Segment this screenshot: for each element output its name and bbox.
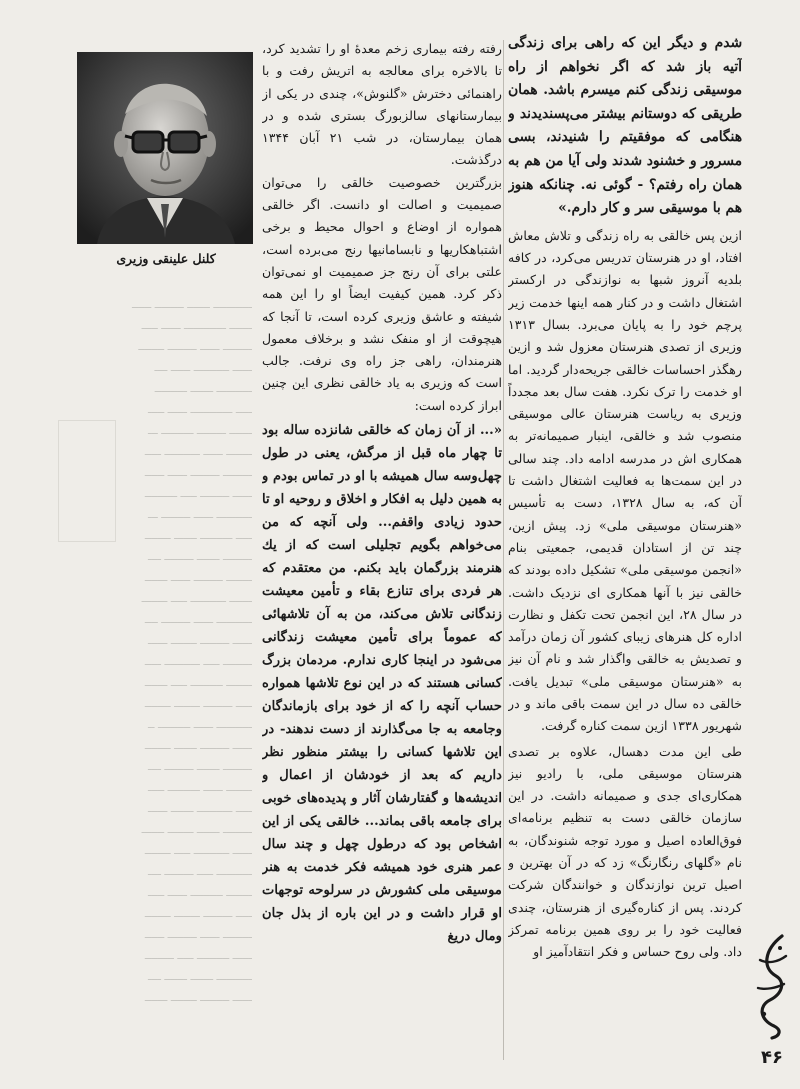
article-column-middle — [262, 38, 502, 1063]
paragraph: ازین پس خالقی به راه زندگی و تلاش معاش افتاد، او در هنرستان تدریس می‌کرد، در کافه بلدیه آنروز شبها به نوازندگی در ارکستر اشتغال داشت و در کنار همه اینها خدمت زیر پرچم خود را به پایان می‌برد. بسال ۱۳۱۳ وزیری از تصدی هنرستان معزول شد و ازین رهگذر احساسات خالقی جریحه‌دار گردید. اما او خدمت را ترک نکرد. هفت سال بعد مجدداً وزیری به ریاست هنرستان عالی موسیقی منصوب شد و خالقی، اینبار صمیمانه‌تر به همکاری اش در مدرسه ادامه داد. چند سالی در این سمت‌ها به فعالیت اشتغال داشت تا آن که، به سال ۱۳۲۸، دست به تأسیس «هنرستان موسیقی ملی» زد. پیش ازین، چند تن از استادان قدیمی، جمعیتی بنام «انجمن موسیقی ملی» تشکیل داده بودند که خالقی نیز با آنها همکاری ای نزدیک داشت. در سال ۲۸، این انجمن تحت تکفل و نظارت اداره کل هنرهای زیبای کشور آن زمان درآمد و تصدیش به خالقی واگذار شد و نام آن نیز به «هنرستان موسیقی ملی» تبدیل یافت. خالقی ده سال در این سمت باقی ماند و در شهریور ۱۳۳۸ ازین سمت کناره گرفت. — [508, 227, 742, 734]
portrait-illustration — [77, 52, 253, 244]
photo-caption: کلنل علینقی وزیری — [116, 251, 216, 266]
show-through-text: ــــــــــــ ـــــــ ـــــــــ ــــــ ـــــــ ـــــــــــــ ــــــ ـــــ ـــــــــ ــــــ ـــــــــ ــــــــ ــــــ ـــــــــــ ــــــ ــــ ـــــــــــ ـــــــ ــــــــــ ـــــ ـــــــــــــ ــــــ ـــــ ـــــــ ـــــــــ ــــــــــ ـــ ــــــــ ــــــ ـــــــــــ ـــــ ـــــــــ ـــــــــ ــــــ ــــــ ــــــ ـــــــــ ـــــ ــــــــــ ـــــــــــ ــــــ ـــــــــ ـــ ـــــ ــــــــــ ـــــــ ــــــــ ـــــــــ ـــــــ ـــــــــ ــــ ــــــــ ـــــــــ ــــــ ـــــــ ـــــــ ـــــــــــ ـــــ ــــــــ ـــــــــــ ــــــ ـــــــــ ــــ ــــــ ـــــــــ ــــــــ ــــــ ـــــــــ ـــــ ـــــــــــ ـــــ ــــــــ ــــــــــ ـــــ ـــــــ ـــــ ـــــــــ ــــــــ ــــــــ ـــــــــــ ــــــ ــــــــــ ــ ــــــ ـــــــــ ـــــــ ــــــــ ـــــــــ ـــــــ ـــــــــ ــــ ــــــــ ــــــ ــــــــــ ـــــ ـــــ ـــــــــــ ـــــــ ــــــ ـــــــــ ـــــــ ــــــــ ـــــــ ــــــ ـــــــــــ ـــــ ــــــــ ـــــــــــ ـــــ ـــــــــ ــــ ــــــــ ــــــــــ ــــــ ـــــ ـــــ ـــــــــ ــــــــ ــــــــ ـــــــــ ــــــ ـــــــــ ــــــ ــــــ ــــــــــ ـــــ ـــــــــ ـــــــــــ ـــــــ ـــــــ ــــ ــــــ ـــــــــ ــــــــ ـــــــ — [131, 298, 252, 1004]
paragraph: رفته رفته بیماری زخم معدهٔ او را تشدید کرد، تا بالاخره برای معالجه به اتریش رفت و با راهنمائی دخترش «گلنوش»، چندی در یکی از بیمارستانهای سالزبورگ بستری شده و در همان بیمارستان، در شب ۲۱ آبان ۱۳۴۴ درگذشت. — [262, 41, 502, 168]
show-through-frame — [58, 420, 116, 542]
paragraph: بزرگترین خصوصیت خالقی را می‌توان صمیمیت و اصالت او دانست. اگر خالقی همواره از اوضاع و احوال محیط و برخی اشتباهکاریها و نابسامانیها رنج می‌برده است، علتی برای آن رنج جز صمیمیت او نمی‌توان ذکر کرد. همین کیفیت ایضاً او را این همه شیفته و عاشق وزیری کرده است، تا آنجا که هیچوقت از او منفک نشد و برخلاف معمول هنرمندان، راهی جز راه وی نرفت. جالب است که وزیری به یاد خالقی نظری این چنین ابراز کرده است: — [262, 174, 502, 413]
calligraphy-logo — [752, 930, 792, 1040]
magazine-logo — [752, 930, 792, 1040]
article-column-right — [508, 32, 742, 1062]
paragraph: طی این مدت دهسال، علاوه بر تصدی هنرستان موسیقی ملی، با رادیو نیز همکاری‌ای جدی و صمیمانه داشت. در این سازمان خالقی دست به تنظیم برنامه‌ای فوق‌العاده اصیل و مورد توجه شنوندگان، به نام «گلهای رنگارنگ» زد که در آن بهترین و اصیل ترین نوازندگان و خوانندگان شرکت کردند. پس از کناره‌گیری از هنرستان، چندی فعالیت خود را بر روی همین برنامه تمرکز داد. ولی روح حساس و فکر انتقادآمیز او — [508, 743, 742, 960]
page-number: ۴۶ — [761, 1047, 783, 1068]
lead-quote: شدم و دیگر این که راهی برای زندگی آتیه باز شد که اگر نخواهم از راه موسیقی زندگی کنم میسرم باشد. همان طریقی که دوستانم بیشتر می‌پسندیدند و هنگامی که موفقیتم را شنیدند، بسی مسرور و خشنود شدند ولی آیا من هم به همان راه رفتم؟ - گوئی نه. چنانکه هنوز هم با موسیقی سر و کار دارم.» — [508, 35, 742, 217]
quote-paragraph: «... از آن زمان که خالقی شانزده ساله بود تا چهار ماه قبل از مرگش، یعنی در طول چهل‌وسه سال همیشه با او در تماس بودم و به همین دلیل به افکار و اخلاق و روحیه او تا حدود زیادی واقفم... ولی آنچه که من می‌خواهم بگویم تجلیلی است که از یك هنرمند بزرگمان باید بکنم. من معتقدم که هر فردی برای تنازع بقاء و تأمین معیشت زندگانی تلاش می‌کند، من به آن تلاشهائی که عموماً برای تأمین معیشت زندگانی می‌شود در اینجا کاری ندارم. مردمان بزرگ کسانی هستند که در این نوع تلاشها همواره حساب آنچه را که از خود برای بازماندگان وجامعه به جا می‌گذارند از دست ندهند- در این تلاشها کسانی را بیشتر منظور نظر داریم که بعد از خودشان از اعمال و اندیشه‌ها و گفتارشان آثار و پدیده‌های خوبی برای جامعه باقی بماند... خالقی یکی از این اشخاص بود که درطول چهل و چند سال عمر هنری خود همیشه فکر خدمت به هنر موسیقی ملی کشورش در سرلوحه توجهات او قرار داشت و در این باره از بذل جان ومال دریغ — [262, 423, 502, 945]
column-divider — [503, 40, 504, 1060]
portrait-photo — [77, 52, 253, 244]
